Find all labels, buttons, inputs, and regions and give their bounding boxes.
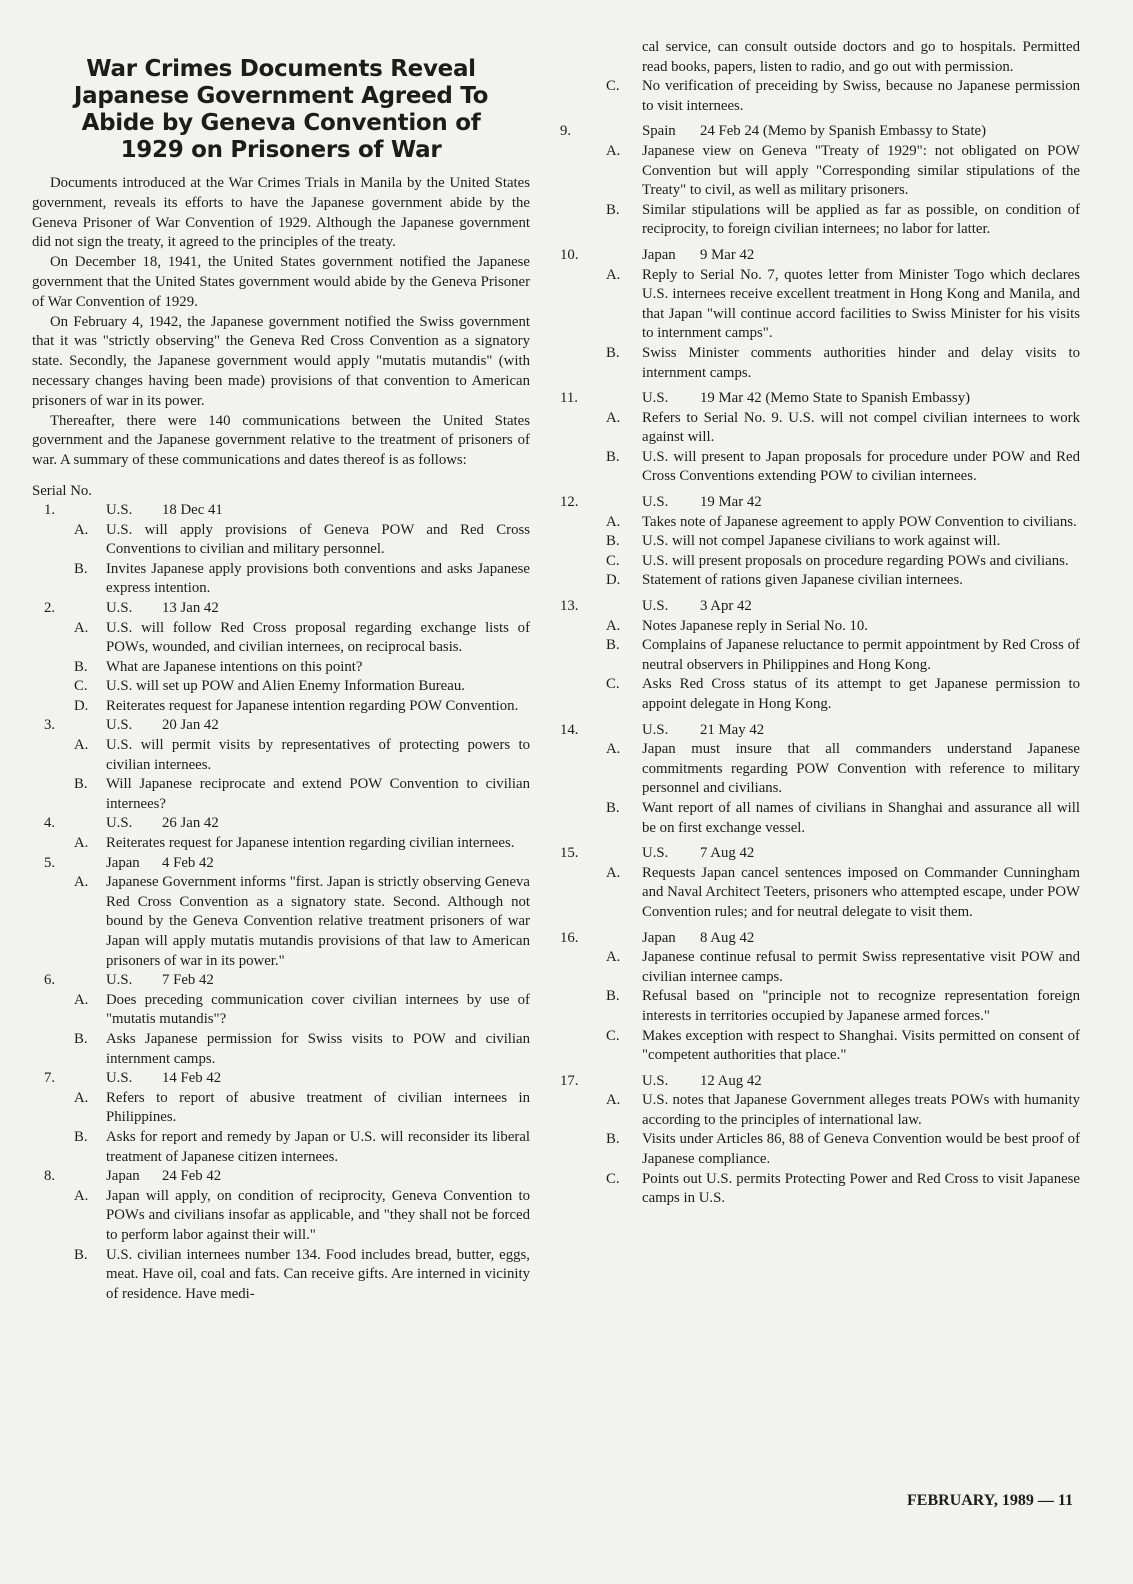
serial-number: 9.	[560, 123, 572, 140]
entry-country: Japan	[106, 854, 140, 871]
item-text: U.S. will apply provisions of Geneva POW and Red Cross Conventions to civilian and military personnel.	[106, 521, 530, 558]
entry-item	[560, 740, 1080, 799]
entry-date: 13 Jan 42	[162, 599, 219, 616]
entry-item	[32, 736, 530, 775]
serial-entry	[32, 599, 530, 717]
item-text: What are Japanese intentions on this point?	[106, 658, 363, 675]
serial-entry	[560, 389, 1080, 487]
serial-entry	[560, 246, 1080, 383]
entry-item	[560, 1130, 1080, 1169]
entry-item	[560, 409, 1080, 448]
item-letter: A.	[606, 949, 621, 966]
entry-header	[32, 971, 530, 991]
item-text: U.S. will not compel Japanese civilians to work against will.	[642, 533, 1001, 550]
entry-header	[560, 389, 1080, 409]
item-text: U.S. civilian internees number 134. Food includes bread, butter, eggs, meat. Have oil, coal and fats. Can receive gifts. Are interned in vicinity of residence. Have medi-	[106, 1246, 530, 1302]
item-text: Complains of Japanese reluctance to permit appointment by Red Cross of neutral observers in Philippines and Hong Kong.	[642, 637, 1080, 673]
item-letter: D.	[606, 572, 621, 589]
item-letter: B.	[606, 201, 620, 218]
serial-number: 13.	[560, 598, 579, 615]
item-letter: C.	[606, 1170, 620, 1187]
entry-item	[560, 1027, 1080, 1066]
entry-item	[32, 697, 530, 717]
entry-item	[32, 1030, 530, 1069]
entry-header	[560, 1072, 1080, 1092]
item-letter: A.	[606, 513, 621, 530]
serial-entry	[32, 971, 530, 1069]
serial-entry	[560, 597, 1080, 715]
item-letter: B.	[606, 637, 620, 654]
entries-left	[32, 501, 530, 1304]
entry-country: Japan	[642, 929, 676, 946]
serial-entry	[560, 929, 1080, 1066]
item-text: Japan must insure that all commanders understand Japanese commitments regarding POW Convention with reference to military personnel and civilians.	[642, 741, 1080, 797]
serial-entry	[560, 122, 1080, 240]
item-text: U.S. will present to Japan proposals for procedure under POW and Red Cross Conventions extending POW to civilian internees.	[642, 448, 1080, 485]
entry-item	[560, 201, 1080, 240]
item-text: Refusal based on "principle not to recognize representation foreign interests in territories occupied by Japanese armed forces."	[642, 988, 1080, 1024]
item-text: Does preceding communication cover civilian internees by use of "mutatis mutandis"?	[106, 991, 530, 1028]
entry-header	[32, 854, 530, 874]
serial-number: 8.	[44, 1168, 56, 1185]
entry-item	[32, 834, 530, 854]
entry-item	[32, 619, 530, 658]
item-text: Reiterates request for Japanese intention regarding civilian internees.	[106, 835, 515, 852]
item-text: Refers to report of abusive treatment of civilian internees in Philippines.	[106, 1089, 530, 1126]
item-letter: B.	[74, 658, 88, 675]
serial-number: 15.	[560, 845, 579, 862]
entry-item	[560, 513, 1080, 533]
entry-date: 18 Dec 41	[162, 501, 223, 518]
item-text: Notes Japanese reply in Serial No. 10.	[642, 617, 869, 634]
serial-entry	[32, 854, 530, 972]
body-paragraph: Thereafter, there were 140 communications between the United States government and the Japanese government relative to the treatment of prisoners of war. A summary of these communications and dates thereof is as follows:	[32, 412, 530, 469]
item-text: Points out U.S. permits Protecting Power and Red Cross to visit Japanese camps in U.S.	[642, 1170, 1080, 1207]
entry-country: U.S.	[106, 599, 133, 616]
item-letter: A.	[606, 741, 621, 758]
entry-date: 7 Aug 42	[700, 845, 755, 862]
entry-date: 9 Mar 42	[700, 246, 755, 263]
item-text: Invites Japanese apply provisions both conventions and asks Japanese express intention.	[106, 560, 530, 597]
item-text: Japanese view on Geneva "Treaty of 1929": not obligated on POW Convention but will apply "Corresponding similar stipulations of the Treaty" to civil, as well as military prisoners.	[642, 142, 1080, 199]
item-letter: D.	[74, 697, 89, 714]
entry-item	[560, 448, 1080, 487]
entry-item	[32, 775, 530, 814]
entry-item	[560, 552, 1080, 572]
item-text: Similar stipulations will be applied as far as possible, on condition of reciprocity, to foreign civilian internees; no labor for latter.	[642, 201, 1080, 238]
item-letter: A.	[606, 142, 621, 159]
entry-country: Spain	[642, 123, 676, 140]
entry-date: 19 Mar 42	[700, 494, 762, 511]
item-text: Refers to Serial No. 9. U.S. will not compel civilian internees to work against will.	[642, 409, 1080, 446]
entry-date: 20 Jan 42	[162, 717, 219, 734]
entry-date: 24 Feb 24 (Memo by Spanish Embassy to State)	[700, 123, 987, 140]
item-letter: B.	[74, 1246, 88, 1263]
entry-date: 24 Feb 42	[162, 1168, 222, 1185]
item-text: Japan will apply, on condition of reciprocity, Geneva Convention to POWs and civilians insofar as applicable, and "they shall not be forced to perform labor against their will."	[106, 1187, 530, 1243]
item-text: Japanese Government informs "first. Japan is strictly observing Geneva Red Cross Convention as a signatory state. Second. Although not bound by the Geneva Convention relative treatment prisoners of war Japan will apply mutatis mutandis provisions of that law to American prisoners of war in its power."	[106, 874, 530, 969]
item-text: Asks for report and remedy by Japan or U.S. will reconsider its liberal treatment of Japanese citizen internees.	[106, 1128, 530, 1165]
entry-country: U.S.	[106, 972, 133, 989]
item-text: Takes note of Japanese agreement to apply POW Convention to civilians.	[642, 513, 1077, 530]
entry-header	[560, 246, 1080, 266]
entry-item	[560, 948, 1080, 987]
entry-country: U.S.	[642, 598, 669, 615]
item-text: U.S. will set up POW and Alien Enemy Information Bureau.	[106, 678, 465, 695]
item-letter: A.	[606, 864, 621, 881]
entry-item	[32, 873, 530, 971]
item-letter: B.	[606, 799, 620, 816]
entry-header	[32, 716, 530, 736]
entry-spacer	[560, 1209, 1080, 1215]
serial-number: 2.	[44, 599, 56, 616]
item-letter: A.	[74, 737, 89, 754]
serial-heading: Serial No.	[32, 482, 92, 499]
entry-item	[32, 658, 530, 678]
entry-header	[32, 814, 530, 834]
serial-entry	[560, 1072, 1080, 1209]
continued-text: cal service, can consult outside doctors and go to hospitals. Permitted read books, papers, listen to radio, and go out with permission.	[642, 39, 1080, 75]
entry-header	[560, 597, 1080, 617]
entry-date: 26 Jan 42	[162, 815, 219, 832]
serial-number: 11.	[560, 390, 578, 407]
serial-entry	[32, 716, 530, 814]
entry-item	[32, 560, 530, 599]
item-text: Asks Red Cross status of its attempt to get Japanese permission to appoint delegate in Hong Kong.	[642, 676, 1080, 712]
item-text: U.S. will permit visits by representatives of protecting powers to civilian internees.	[106, 737, 530, 773]
serial-number: 16.	[560, 929, 579, 946]
item-letter: A.	[74, 1089, 89, 1106]
serial-entry	[560, 493, 1080, 591]
entry-item	[560, 799, 1080, 838]
item-letter: A.	[74, 991, 89, 1008]
entry-country: U.S.	[642, 390, 669, 407]
item-text: No verification of preceiding by Swiss, because no Japanese permission to visit internees.	[642, 78, 1080, 114]
item-letter: B.	[606, 988, 620, 1005]
item-letter: A.	[74, 835, 89, 852]
item-letter: A.	[74, 1187, 89, 1204]
entry-item	[32, 991, 530, 1030]
item-letter: B.	[606, 448, 620, 465]
item-letter: B.	[606, 533, 620, 550]
entry-item	[560, 532, 1080, 552]
item-letter: A.	[606, 409, 621, 426]
item-letter: A.	[606, 617, 621, 634]
entry-item	[560, 987, 1080, 1026]
item-text: U.S. will follow Red Cross proposal regarding exchange lists of POWs, wounded, and civilian internees, on reciprocal basis.	[106, 619, 530, 656]
item-letter: C.	[74, 678, 88, 695]
body-paragraph: On February 4, 1942, the Japanese government notified the Swiss government that it was "strictly observing" the Geneva Red Cross Convention as a signatory state. Secondly, the Japanese government would apply "mutatis mutandis" (with necessary changes having been made) provisions of that convention to American prisoners of war in its power.	[32, 313, 530, 409]
entry-item	[560, 142, 1080, 201]
right-column	[560, 38, 1080, 1215]
entry-item	[560, 864, 1080, 923]
item-letter: A.	[606, 1092, 621, 1109]
item-text: Statement of rations given Japanese civilian internees.	[642, 572, 963, 589]
entry-date: 3 Apr 42	[700, 598, 752, 615]
entry-item	[32, 1128, 530, 1167]
item-letter: B.	[74, 560, 88, 577]
item-letter: B.	[606, 344, 620, 361]
entry-date: 4 Feb 42	[162, 854, 214, 871]
item-letter: A.	[606, 266, 621, 283]
serial-number: 1.	[44, 501, 56, 518]
entry-date: 8 Aug 42	[700, 929, 755, 946]
entry-header	[560, 122, 1080, 142]
entry-item	[560, 636, 1080, 675]
entry-country: U.S.	[106, 815, 133, 832]
serial-entry	[32, 814, 530, 853]
entry-item	[32, 521, 530, 560]
item-text: Reiterates request for Japanese intention regarding POW Convention.	[106, 697, 519, 714]
entry-item	[560, 617, 1080, 637]
entry-date: 21 May 42	[700, 721, 765, 738]
item-text: Want report of all names of civilians in Shanghai and assurance all will be on first exchange vessel.	[642, 799, 1080, 836]
entry-date: 14 Feb 42	[162, 1070, 222, 1087]
entry-item	[32, 1187, 530, 1246]
item-letter: A.	[74, 619, 89, 636]
item-letter: A.	[74, 874, 89, 891]
entry-item	[560, 1170, 1080, 1209]
serial-number: 12.	[560, 494, 579, 511]
entry-item	[560, 1091, 1080, 1130]
entry-date: 12 Aug 42	[700, 1072, 762, 1089]
serial-number: 5.	[44, 854, 56, 871]
entry-item	[560, 266, 1080, 344]
item-letter: B.	[74, 1030, 88, 1047]
item-letter: B.	[74, 776, 88, 793]
item-letter: C.	[606, 1027, 620, 1044]
item-text: Japanese continue refusal to permit Swiss representative visit POW and civilian internee camps.	[642, 949, 1080, 985]
entry-item	[560, 675, 1080, 714]
entry-header	[560, 844, 1080, 864]
item-text: Asks Japanese permission for Swiss visits to POW and civilian internment camps.	[106, 1030, 530, 1067]
entry-country: U.S.	[642, 845, 669, 862]
serial-number: 4.	[44, 815, 56, 832]
entry-item	[560, 344, 1080, 383]
serial-entry	[32, 501, 530, 599]
body-paragraph: Documents introduced at the War Crimes Trials in Manila by the United States government, reveals its efforts to have the Japanese government abide by the Geneva Prisoner of War Convention of 1929. Although the Japanese government did not sign the treaty, it agreed to the principles of the treaty.	[32, 175, 530, 251]
item-letter: B.	[606, 1131, 620, 1148]
serial-number: 14.	[560, 721, 579, 738]
serial-number: 10.	[560, 246, 579, 263]
item-text: Requests Japan cancel sentences imposed on Commander Cunningham and Naval Architect Teeters, prisoners who attempted escape, under POW Convention rules; and for neutral delegate to visit them.	[642, 864, 1080, 920]
entry-country: U.S.	[642, 1072, 669, 1089]
entry-item	[560, 571, 1080, 591]
item-letter: C.	[606, 676, 620, 693]
entry-header	[32, 1167, 530, 1187]
serial-number: 3.	[44, 717, 56, 734]
item-letter: A.	[74, 521, 89, 538]
entry-country: U.S.	[642, 494, 669, 511]
entry-header	[560, 493, 1080, 513]
serial-entry	[560, 721, 1080, 839]
intro-paragraphs	[32, 174, 530, 471]
entry-header	[32, 501, 530, 521]
item-text: Swiss Minister comments authorities hinder and delay visits to internment camps.	[642, 344, 1080, 381]
entry-country: U.S.	[106, 717, 133, 734]
entry-country: U.S.	[106, 501, 133, 518]
item-text: Visits under Articles 86, 88 of Geneva Convention would be best proof of Japanese compliance.	[642, 1131, 1080, 1168]
item-text: Makes exception with respect to Shanghai. Visits permitted on consent of "competent authorities that place."	[642, 1027, 1080, 1064]
item-letter: B.	[74, 1128, 88, 1145]
page-footer: FEBRUARY, 1989 — 11	[907, 1492, 1073, 1509]
item-text: U.S. notes that Japanese Government alleges treats POWs with humanity according to the principles of international law.	[642, 1092, 1080, 1128]
entry-header	[560, 929, 1080, 949]
body-paragraph: On December 18, 1941, the United States government notified the Japanese government that the United States government would abide by the Geneva Prisoner of War Convention of 1929.	[32, 254, 530, 310]
continued-item	[560, 77, 1080, 116]
entry-date: 19 Mar 42 (Memo State to Spanish Embassy)	[700, 390, 971, 407]
entry-header	[560, 721, 1080, 741]
entry-header	[32, 599, 530, 619]
article-title: War Crimes Documents Reveal Japanese Government Agreed To Abide by Geneva Convention of 1929 on Prisoners of War	[73, 56, 489, 163]
serial-number: 17.	[560, 1072, 579, 1089]
entry-date: 7 Feb 42	[162, 972, 214, 989]
item-text: U.S. will present proposals on procedure regarding POWs and civilians.	[642, 552, 1069, 569]
entry-item	[32, 1089, 530, 1128]
entries-right	[560, 122, 1080, 1214]
entry-item	[32, 1246, 530, 1305]
entry-country: U.S.	[642, 721, 669, 738]
entry-item	[32, 677, 530, 697]
entry-country: U.S.	[106, 1070, 133, 1087]
item-letter: C.	[606, 78, 620, 95]
item-letter: C.	[606, 552, 620, 569]
serial-entry	[32, 1167, 530, 1304]
entry-header	[32, 1069, 530, 1089]
serial-number: 7.	[44, 1070, 56, 1087]
serial-entry	[32, 1069, 530, 1167]
item-text: Reply to Serial No. 7, quotes letter from Minister Togo which declares U.S. internees receive excellent treatment in Hong Kong and Manila, and that Japan "will continue accord facilities to Swiss Minister for his visits to internment camps".	[642, 266, 1080, 342]
entry-country: Japan	[106, 1168, 140, 1185]
serial-entry	[560, 844, 1080, 922]
item-text: Will Japanese reciprocate and extend POW Convention to civilian internees?	[106, 776, 530, 812]
entry-country: Japan	[642, 246, 676, 263]
left-column	[32, 56, 530, 1304]
serial-number: 6.	[44, 972, 56, 989]
